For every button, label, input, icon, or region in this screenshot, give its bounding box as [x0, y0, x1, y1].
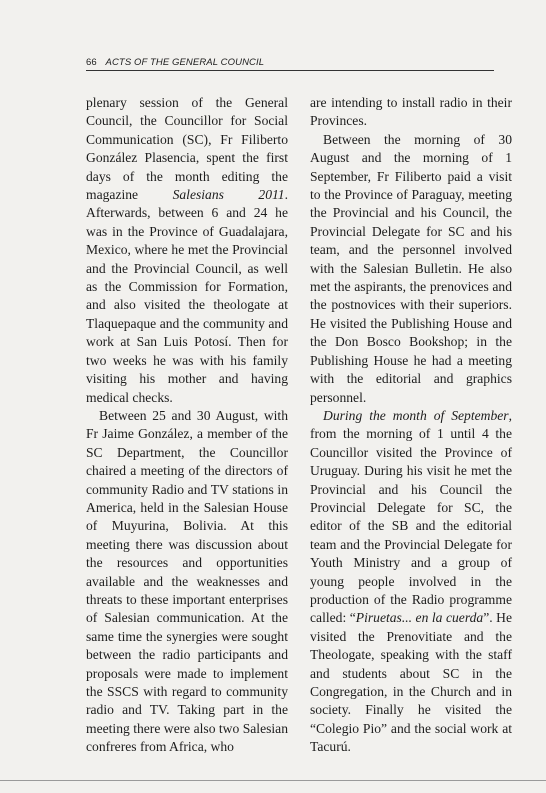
magazine-title: Salesians 2011 — [172, 187, 285, 203]
paragraph — [310, 407, 512, 757]
text-run: . Afterwards, between 6 and 24 he was in the Province of Guadalajara, Mexico, where he met the Provincial and the Provincial Council, as well as the Commission for Formation, and also visited the theologate at Tlaquepaque and the community and work at San Luis Potosí. Then for two weeks he was with his family visiting his mother and having medical checks. — [86, 187, 289, 405]
paragraph: are intending to install radio in their Provinces. — [310, 95, 512, 129]
section-lead: During the month of September — [323, 407, 509, 423]
running-header — [86, 57, 494, 68]
paragraph: Between 25 and 30 August, with Fr Jaime González, a member of the SC Department, the Councillor chaired a meeting of the directors of community Radio and TV stations in America, held in the Salesian House of Muyurina, Bolivia. At this meeting there was discussion about the resources and opportunities available and the weaknesses and threats to these important enterprises of Salesian communication. At the same time the synergies were sought between the radio participants and proposals were made to implement the SSCS with regard to community radio and TV. Taking part in the meeting there were also two Salesian confreres from Africa, who — [86, 407, 288, 755]
header-rule — [86, 70, 494, 71]
right-column — [310, 94, 512, 757]
paragraph — [86, 94, 288, 407]
text-run: , from the morning of 1 until 4 the Councillor visited the Province of Uruguay. During his visit he met the Provincial and his Council the Provincial Delegate for SC, the editor of the SB and the editorial team and the Provincial Delegate for Youth Ministry and a group of young people involved in the production of the Radio programme called: “ — [310, 407, 512, 626]
scan-edge-line — [0, 780, 546, 781]
text-run: ”. He visited the Prenovitiate and the Theologate, speaking with the staff and students about SC in the Congregation, in the Church and in society. Finally he visited the “Colegio Pio” and the social work at Tacurú. — [310, 610, 512, 755]
left-column — [86, 94, 288, 757]
text-run: plenary session of the General Council, the Councillor for Social Communication (SC), Fr Filiberto González Plasencia, spent the first days of the month editing the magazine — [86, 95, 288, 203]
paragraph: Between the morning of 30 August and the morning of 1 September, Fr Filiberto paid a visit to the Province of Paraguay, meeting the Provincial and his Council, the Provincial Delegate for SC and his team, and the personnel involved with the Salesian Bulletin. He also met the aspirants, the prenovices and the postnovices with their superiors. He visited the Publishing House and the Don Bosco Bookshop; in the Publishing House he had a meeting with the editorial and graphics personnel. — [310, 131, 512, 405]
running-title: ACTS OF THE GENERAL COUNCIL — [105, 57, 265, 68]
page-number: 66 — [86, 57, 97, 68]
programme-title: Piruetas... en la cuerda — [355, 610, 484, 626]
